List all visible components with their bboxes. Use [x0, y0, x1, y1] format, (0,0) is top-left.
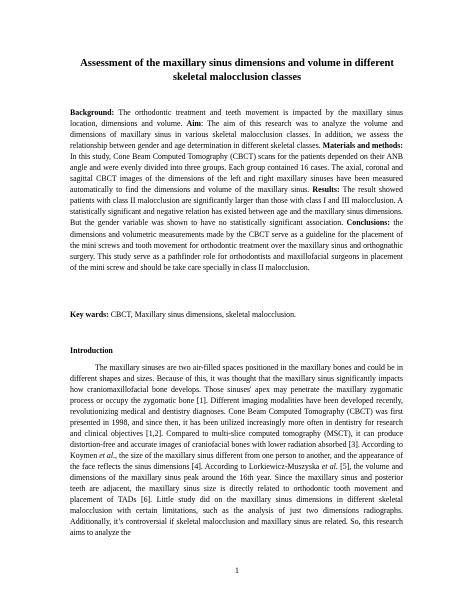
- conclusions-text: the dimensions and volumetric measurements made by the CBCT serve as a guideline for the placement of the mini screws and tooth movement for orthodontic treatment over the maxillary sinus and orthognathic surgery. This study serve as a pathfinder role for orthodontists and maxillofacial surgeons in placement of the mini screw and should be take care specially in class II malocclusion.: [70, 218, 403, 272]
- intro-text-1: The maxillary sinuses are two air-filled spaces positioned in the maxillary bones and could be in different shapes and sizes. Because of this, it was thought that the maxillary sinus significantly impacts how craniomaxillofacial bone develops. Those sinuses' apex may penetrate the maxillary zygomatic process or occupy the zygomatic bone [1]. Different imaging modalities have been developed recently, revolutionizing medical and dentistry diagnoses. Cone Beam Computed Tomography (CBCT) was first presented in 1998, and since then, it has been utilized increasingly more often in dentistry for research and clinical objectives [1,2]. Compared to multi-slice computed tomography (MSCT), it can produce distortion-free and accurate images of craniofacial bones with lower radiation absorbed [3]. According to Koymen: [70, 363, 403, 460]
- keywords: [70, 309, 403, 320]
- methods-text: In this study, Cone Beam Computed Tomography (CBCT) scans for the patients depended on their ANB angle and were evenly divided into three groups. Each group contained 16 cases. The axial, coronal and sagittal CBCT images of the dimensions of the left and right maxillary sinuses have been measured automatically to find the dimensions and volume of the maxillary sinus.: [70, 152, 403, 195]
- conclusions-label: Conclusions:: [346, 218, 390, 228]
- introduction-heading: Introduction: [70, 346, 113, 355]
- abstract: [70, 107, 403, 273]
- background-text: The orthodontic treatment and teeth movement is impacted by the maxillary sinus location, dimensions and volume.: [70, 108, 403, 129]
- page-number: 1: [235, 566, 239, 575]
- intro-text-2: ., the size of the maxillary sinus different from one person to another, and the appearance of the face reflects the sinus dimensions [4]. According to Lorkiewicz-Muszyska: [70, 451, 403, 471]
- introduction-paragraph: [70, 362, 403, 538]
- keywords-text: CBCT, Maxillary sinus dimensions, skeletal malocclusion.: [108, 310, 297, 319]
- aim-label: Aim: [186, 119, 201, 129]
- aim-text: : The aim of this research was to analyze the volume and dimensions of maxillary sinus in various skeletal malocclusion classes. In addition, we assess the relationship between gender and age determination in different skeletal classes.: [70, 119, 403, 151]
- results-label: Results:: [312, 185, 340, 195]
- intro-text-3: . [5], the volume and dimensions of the maxillary sinus peak around the 16th year. Since the maxillary sinus and posterior teeth are adjacent, the maxillary sinus size is directly related to orthodontic tooth movement and placement of TADs [6]. Little study did on the maxillary sinus dimensions in different skeletal malocclusion with certain limitations, such as the analysis of just two dimensions radiographs. Additionally, it’s controversial if skeletal malocclusion and maxillary sinus are related. So, this research aims to analyze the: [70, 462, 403, 537]
- methods-label: Materials and methods:: [322, 141, 403, 151]
- paper-title: Assessment of the maxillary sinus dimensions and volume in different skeletal malocclusion classes: [80, 58, 394, 83]
- results-text: The result showed patients with class II malocclusion are significantly larger than those with class I and III malocclusion. A statistically significant and negative relation has existed between age and the maxillary sinus dimensions. But the gender variable was shown to have no statistically significant association.: [70, 185, 403, 228]
- et-al-2: et al: [321, 462, 336, 471]
- et-al-1: et al: [99, 451, 114, 460]
- keywords-label: Key wards:: [70, 310, 109, 319]
- background-label: Background:: [70, 108, 115, 117]
